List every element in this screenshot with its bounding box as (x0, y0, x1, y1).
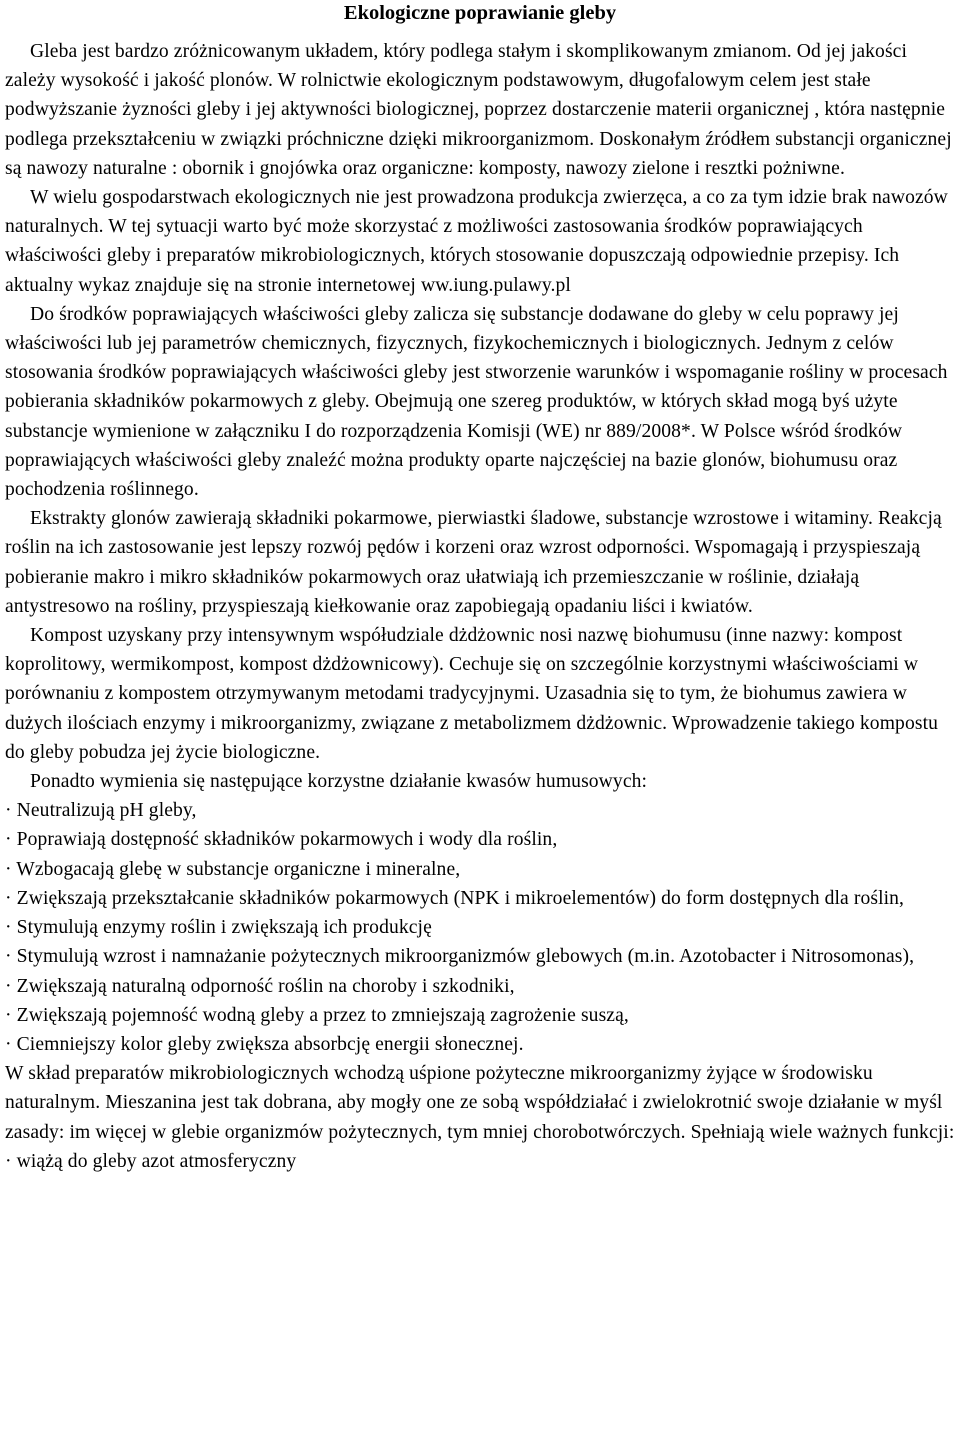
list-item: · Stymulują enzymy roślin i zwiększają ich produkcję (5, 917, 432, 939)
paragraph-no-livestock: W wielu gospodarstwach ekologicznych nie jest prowadzona produkcja zwierzęca, a co za tym idzie brak nawozów naturalnych. W tej sytuacji warto być może skorzystać z możliwości zastosowania środków poprawiających właściwości gleby i preparatów mikrobiologicznych, których stosowanie dopuszczają odpowiednie przepisy. Ich aktualny wykaz znajduje się na stronie internetowej ww.iung.pulawy.pl (5, 187, 948, 296)
list-item: · Ciemniejszy kolor gleby zwiększa absorbcję energii słonecznej. (5, 1033, 524, 1055)
paragraph-humic-acids-intro: Ponadto wymienia się następujące korzystne działanie kwasów humusowych: (30, 771, 648, 793)
list-item: · Zwiększają naturalną odporność roślin na choroby i szkodniki, (5, 975, 515, 997)
paragraph-microbial-preparations: W skład preparatów mikrobiologicznych wchodzą uśpione pożyteczne mikroorganizmy żyjące w środowisku naturalnym. Mieszanina jest tak dobrana, aby mogły one ze sobą współdziałać i zwielokrotnić swoje działanie w myśl zasady: im więcej w glebie organizmów pożytecznych, tym mniej chorobotwórczych. Spełniają wiele ważnych funkcji: (5, 1063, 955, 1143)
list-item: · Zwiększają przekształcanie składników pokarmowych (NPK i mikroelementów) do form dostępnych dla roślin, (5, 887, 905, 909)
paragraph-biohumus: Kompost uzyskany przy intensywnym współudziale dżdżownic nosi nazwę biohumusu (inne nazwy: kompost koprolitowy, wermikompost, kompost dżdżownicowy). Cechuje się on szczególnie korzystnymi właściwościami w porównaniu z kompostem otrzymywanym metodami tradycyjnymi. Uzasadnia się to tym, że biohumus zawiera w dużych ilościach enzymy i mikroorganizmy, związane z metabolizmem dżdżownic. Wprowadzenie takiego kompostu do gleby pobudza jej życie biologiczne. (5, 625, 939, 763)
document-title: Ekologiczne poprawianie gleby (343, 2, 617, 24)
document-page (5, 0, 955, 1176)
list-item: · Zwiększają pojemność wodną gleby a przez to zmniejszają zagrożenie suszą, (5, 1004, 629, 1026)
list-item: · Wzbogacają glebę w substancje organiczne i mineralne, (5, 858, 461, 880)
list-item: · Neutralizują pH gleby, (5, 800, 197, 822)
document-body (5, 37, 955, 1176)
paragraph-intro: Gleba jest bardzo zróżnicowanym układem, który podlega stałym i skomplikowanym zmianom. Od jej jakości zależy wysokość i jakość plonów. W rolnictwie ekologicznym podstawowym, długofalowym celem jest stałe podwyższanie żyzności gleby i jej aktywności biologicznej, poprzez dostarczenie materii organicznej , która następnie podlega przekształceniu w związki próchniczne dzięki mikroorganizmom. Doskonałym źródłem substancji organicznej są nawozy naturalne : obornik i gnojówka oraz organiczne: komposty, nawozy zielone i resztki pożniwne. (5, 41, 952, 179)
list-item: · Poprawiają dostępność składników pokarmowych i wody dla roślin, (5, 829, 558, 851)
list-item: · wiążą do gleby azot atmosferyczny (5, 1150, 297, 1172)
paragraph-soil-improvers: Do środków poprawiających właściwości gleby zalicza się substancje dodawane do gleby w celu poprawy jej właściwości lub jej parametrów chemicznych, fizycznych, fizykochemicznych i biologicznych. Jednym z celów stosowania środków poprawiających właściwości gleby jest stworzenie warunków i wspomaganie rośliny w procesach pobierania składników pokarmowych z gleby. Obejmują one szereg produktów, w których skład mogą byś użyte substancje wymienione w załączniku I do rozporządzenia Komisji (WE) nr 889/2008*. W Polsce wśród środków poprawiających właściwości gleby znaleźć można produkty oparte najczęściej na bazie glonów, biohumusu oraz pochodzenia roślinnego. (5, 303, 948, 501)
humic-acids-list (5, 796, 955, 1059)
list-item: · Stymulują wzrost i namnażanie pożytecznych mikroorganizmów glebowych (m.in. Azotobacter i Nitrosomonas), (5, 946, 915, 968)
microbial-functions-list (5, 1147, 955, 1176)
paragraph-algae-extracts: Ekstrakty glonów zawierają składniki pokarmowe, pierwiastki śladowe, substancje wzrostowe i witaminy. Reakcją roślin na ich zastosowanie jest lepszy rozwój pędów i korzeni oraz wzrost odporności. Wspomagają i przyspieszają pobieranie makro i mikro składników pokarmowych oraz ułatwiają ich przemieszczanie w roślinie, działają antystresowo na rośliny, przyspieszają kiełkowanie oraz zapobiegają opadaniu liści i kwiatów. (5, 508, 942, 617)
